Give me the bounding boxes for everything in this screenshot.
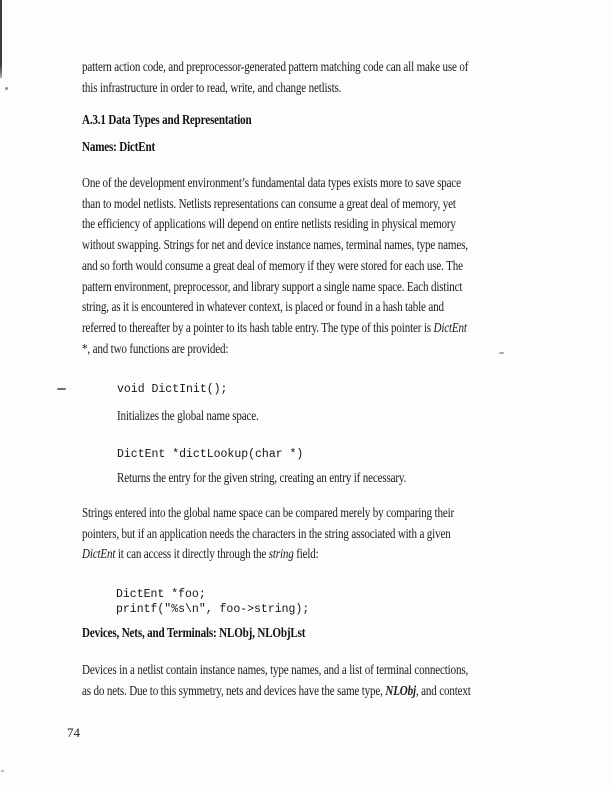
code-dictlookup-description: Returns the entry for the given string, creating an entry if necessary. [117,470,407,485]
section-heading: A.3.1 Data Types and Representation [82,112,252,127]
text-line: pattern action code, and preprocessor-generated pattern matching code can all make use of [82,59,469,74]
text-line [82,318,468,339]
text-line: the efficiency of applications will depend on entire netlists residing in physical memory [82,216,456,232]
text-line: this infrastructure in order to read, write, and change netlists. [82,79,342,95]
text-line: than to model netlists. Netlists representations can consume a great deal of memory, yet [82,195,456,211]
text-line: DictEnt *foo; [116,588,206,601]
devices-paragraph [82,660,471,701]
scan-artifact-left-edge-line [0,0,2,78]
text-segment: as do nets. Due to this symmetry, nets and devices have the same type, [82,682,386,698]
text-segment: it can access it directly through the [115,546,269,562]
scan-artifact-mid-speck [499,352,504,354]
emphasized-text: DictEnt [433,319,467,335]
names-subheading: Names: DictEnt [82,139,156,154]
emphasized-text: NLObj [385,682,416,698]
intro-paragraph [82,57,468,98]
text-segment: , and context [415,682,471,698]
text-line: and so forth would consume a great deal of memory if they were stored for each use. The [82,257,463,273]
text-segment: referred to thereafter by a pointer to its hash table entry. The type of this pointer is [82,319,434,335]
scan-artifact-bottom-left-speck [1,770,4,772]
text-line: Devices in a netlist contain instance names, type names, and a list of terminal connections, [82,662,469,677]
code-dictinit-description: Initializes the global name space. [117,408,259,423]
text-line: *, and two functions are provided: [82,340,229,356]
text-line [82,544,454,565]
text-line: printf("%s\n", foo->string); [116,602,310,616]
margin-pencil-dash [57,388,66,390]
code-foo-printf [116,588,309,617]
text-line: string, as it is encountered in whatever context, is placed or found in a hash table and [82,299,444,315]
name-space-paragraph [82,173,468,359]
page-number: 74 [67,725,80,740]
text-line: One of the development environment’s fundamental data types exists more to save space [82,175,461,190]
text-line: without swapping. Strings for net and device instance names, terminal names, type names, [82,237,468,253]
code-dictinit: void DictInit(); [117,383,228,396]
text-segment: field: [293,546,319,562]
emphasized-text: DictEnt [82,546,116,562]
text-line: pattern environment, preprocessor, and library support a single name space. Each distinct [82,278,463,294]
emphasized-text: string [268,546,294,562]
text-line: Strings entered into the global name space can be compared merely by comparing their [82,505,455,520]
code-dictlookup: DictEnt *dictLookup(char *) [117,448,304,461]
text-line: pointers, but if an application needs the characters in the string associated with a given [82,525,451,541]
text-line [82,681,471,702]
scan-artifact-left-edge-dot [5,87,8,90]
devices-subheading: Devices, Nets, and Terminals: NLObj, NLObjLst [82,625,306,640]
string-comparison-paragraph [82,503,454,565]
